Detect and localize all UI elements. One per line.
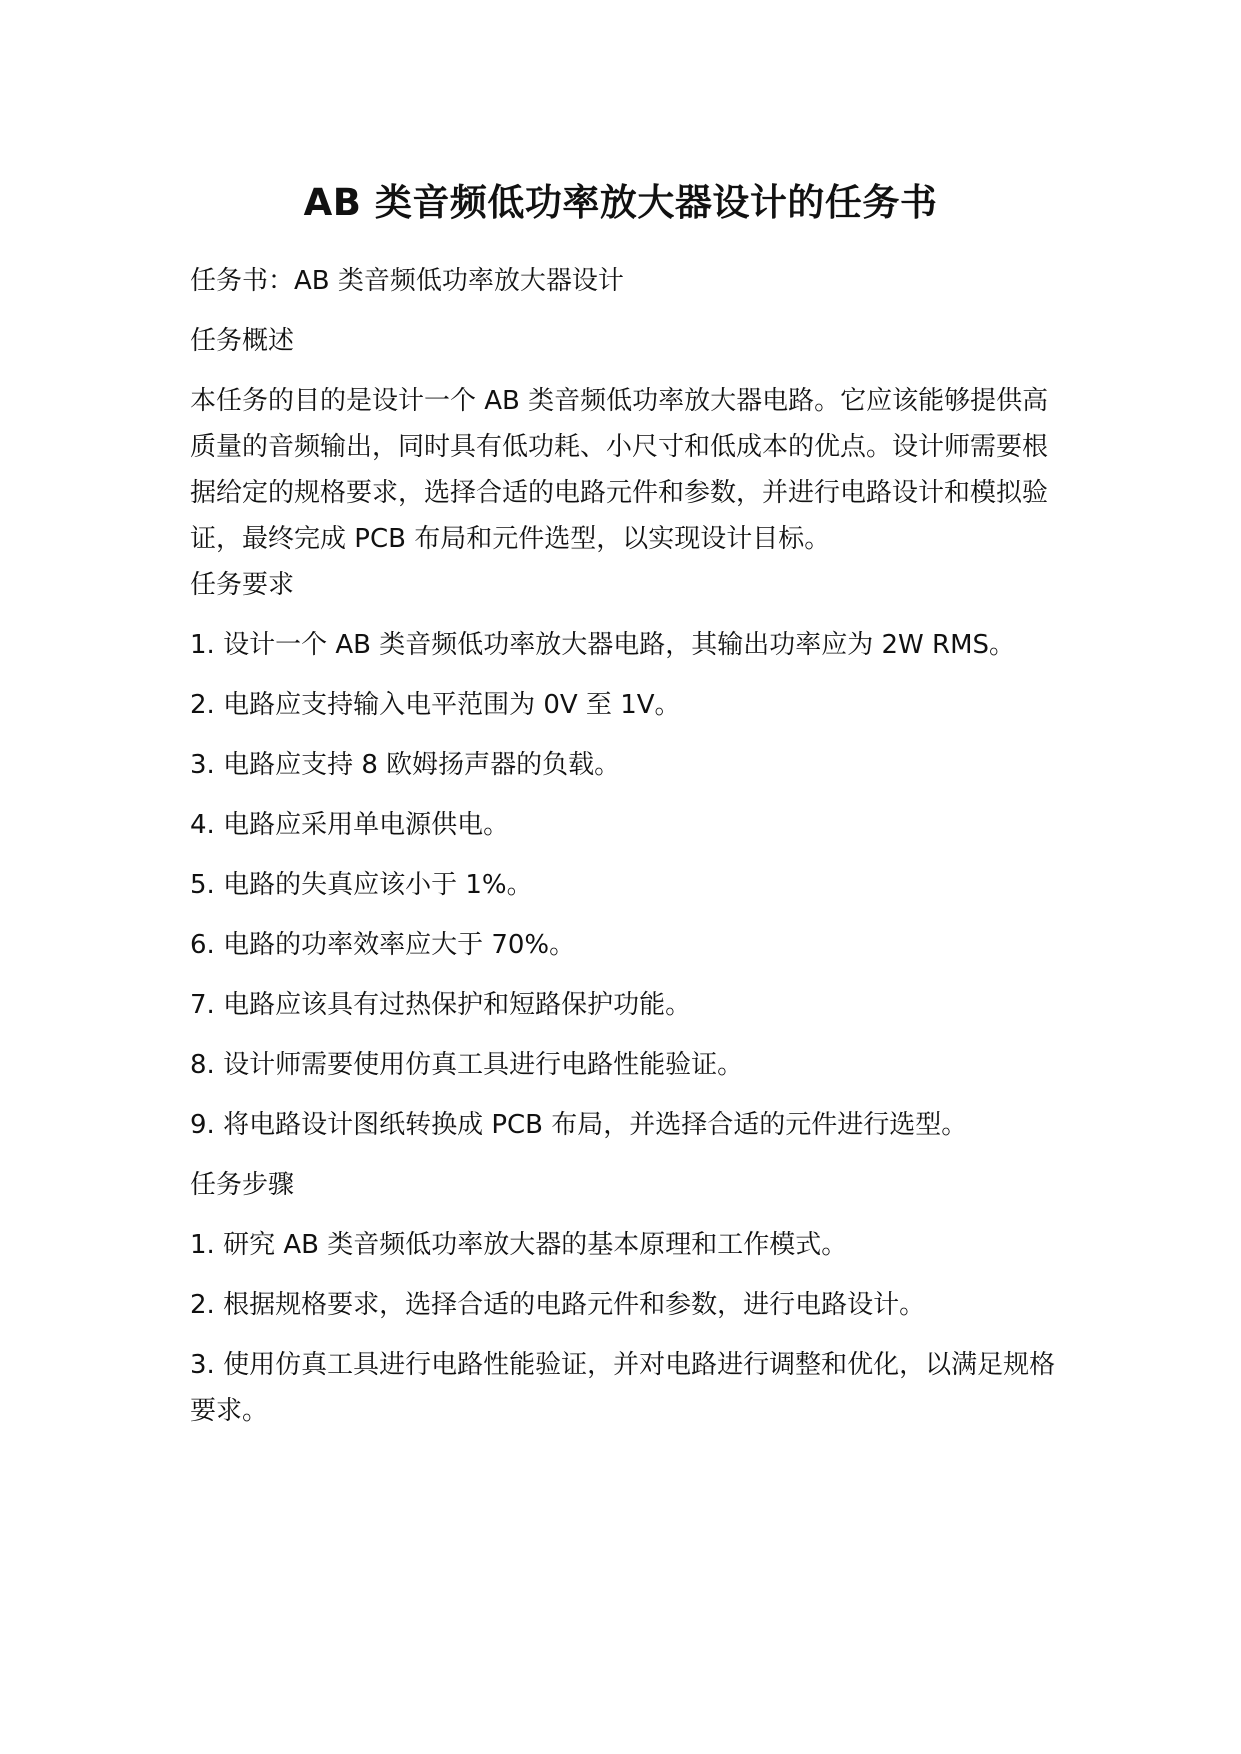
- requirements-heading: 任务要求: [190, 570, 295, 600]
- step-item: 3. 使用仿真工具进行电路性能验证，并对电路进行调整和优化，以满足规格要求。: [190, 1350, 1056, 1426]
- requirement-item: 7. 电路应该具有过热保护和短路保护功能。: [190, 990, 692, 1020]
- requirement-item: 4. 电路应采用单电源供电。: [190, 810, 510, 840]
- step-item: 2. 根据规格要求，选择合适的电路元件和参数，进行电路设计。: [190, 1290, 926, 1320]
- step-item: 1. 研究 AB 类音频低功率放大器的基本原理和工作模式。: [190, 1230, 848, 1260]
- document-title: AB 类音频低功率放大器设计的任务书: [303, 181, 938, 224]
- requirement-item: 3. 电路应支持 8 欧姆扬声器的负载。: [190, 750, 621, 780]
- requirement-item: 9. 将电路设计图纸转换成 PCB 布局，并选择合适的元件进行选型。: [190, 1110, 968, 1140]
- overview-text: 本任务的目的是设计一个 AB 类音频低功率放大器电路。它应该能够提供高质量的音频输出，同时具有低功耗、小尺寸和低成本的优点。设计师需要根据给定的规格要求，选择合适的电路元件和参数，并进行电路设计和模拟验证，最终完成 PCB 布局和元件选型，以实现设计目标。: [190, 386, 1049, 554]
- overview-heading: 任务概述: [190, 326, 295, 356]
- requirement-item: 5. 电路的失真应该小于 1%。: [190, 870, 533, 900]
- document-subtitle: 任务书：AB 类音频低功率放大器设计: [190, 266, 624, 296]
- requirement-item: 2. 电路应支持输入电平范围为 0V 至 1V。: [190, 690, 681, 720]
- requirement-item: 6. 电路的功率效率应大于 70%。: [190, 930, 576, 960]
- steps-heading: 任务步骤: [190, 1170, 295, 1200]
- requirement-item: 1. 设计一个 AB 类音频低功率放大器电路，其输出功率应为 2W RMS。: [190, 630, 1016, 660]
- requirement-item: 8. 设计师需要使用仿真工具进行电路性能验证。: [190, 1050, 744, 1080]
